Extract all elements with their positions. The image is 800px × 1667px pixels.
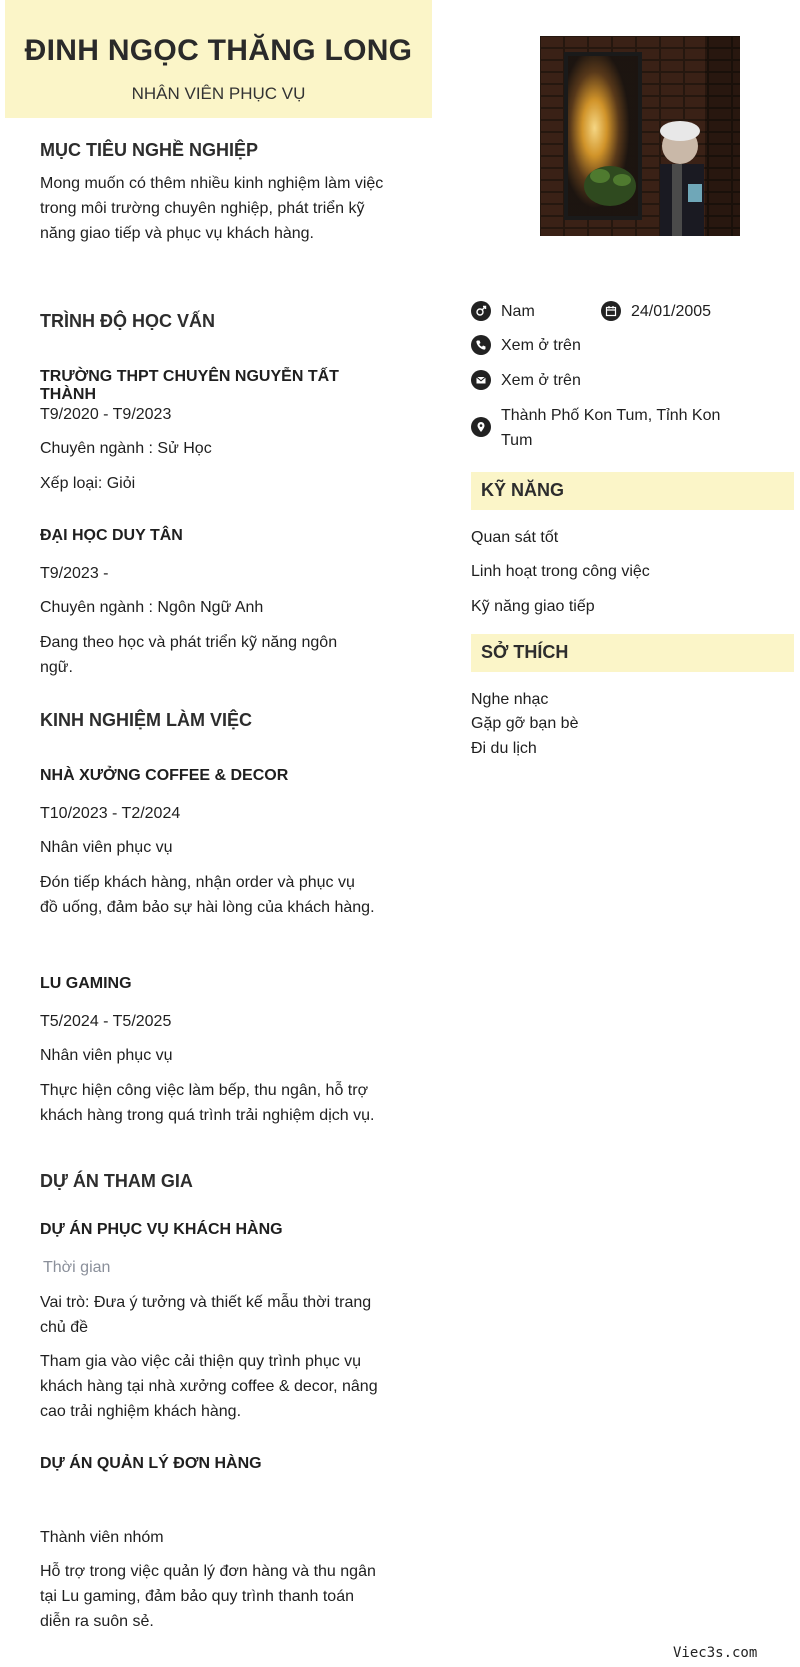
gender-row <box>471 299 535 324</box>
experience-period: T5/2024 - T5/2025 <box>40 1013 172 1030</box>
company-name: LU GAMING <box>40 975 132 992</box>
watermark: Viec3s.com <box>673 1645 758 1661</box>
project-description: Tham gia vào việc cải thiện quy trình phục vụ khách hàng tại nhà xưởng coffee & decor, nâng cao trải nghiệm khách hàng. <box>40 1353 378 1420</box>
location-icon <box>471 417 491 437</box>
gender-icon <box>471 301 491 321</box>
profile-photo-image <box>540 36 740 236</box>
education-major: Chuyên ngành : Ngôn Ngữ Anh <box>40 599 264 616</box>
phone-row <box>471 333 581 358</box>
job-title: NHÂN VIÊN PHỤC VỤ <box>131 84 306 103</box>
experience-description: Thực hiện công việc làm bếp, thu ngân, hỗ trợ khách hàng trong quá trình trải nghiệm dịch vụ. <box>40 1082 375 1124</box>
skill-item: Linh hoạt trong công việc <box>471 563 650 580</box>
name-header <box>5 0 432 118</box>
education-period: T9/2020 - T9/2023 <box>40 406 172 423</box>
project-role: Thành viên nhóm <box>40 1529 164 1546</box>
hobby-item: Gặp gỡ bạn bè <box>471 715 579 732</box>
education-grade: Xếp loại: Giỏi <box>40 475 136 492</box>
calendar-icon <box>601 301 621 321</box>
skill-item: Quan sát tốt <box>471 529 559 546</box>
education-period: T9/2023 - <box>40 565 109 582</box>
experience-item <box>40 975 395 1124</box>
education-item <box>40 368 395 492</box>
project-name: DỰ ÁN QUẢN LÝ ĐƠN HÀNG <box>40 1455 262 1472</box>
hobby-item: Nghe nhạc <box>471 691 549 708</box>
experience-title <box>40 710 395 731</box>
project-role: Vai trò: Đưa ý tưởng và thiết kế mẫu thời trang chủ đề <box>40 1294 372 1336</box>
phone-icon <box>471 335 491 355</box>
skills-header <box>471 472 794 510</box>
experience-description: Đón tiếp khách hàng, nhận order và phục vụ đồ uống, đảm bảo sự hài lòng của khách hàng. <box>40 874 375 916</box>
address-row <box>471 403 741 453</box>
skill-item: Kỹ năng giao tiếp <box>471 598 595 615</box>
email-icon <box>471 370 491 390</box>
section-title: DỰ ÁN THAM GIA <box>40 1171 193 1191</box>
objective-title: MỤC TIÊU NGHỀ NGHIỆP <box>40 140 259 160</box>
email-row <box>471 368 581 393</box>
full-name: ĐINH NGỌC THĂNG LONG <box>24 34 413 67</box>
projects-title <box>40 1171 395 1192</box>
project-item <box>40 1455 395 1630</box>
hobby-item: Đi du lịch <box>471 740 537 757</box>
school-name: TRƯỜNG THPT CHUYÊN NGUYỄN TẤT THÀNH <box>40 368 339 403</box>
project-name: DỰ ÁN PHỤC VỤ KHÁCH HÀNG <box>40 1221 283 1238</box>
experience-period: T10/2023 - T2/2024 <box>40 805 181 822</box>
birthday-row <box>601 299 711 324</box>
education-item <box>40 527 395 676</box>
birthday-value: 24/01/2005 <box>631 303 712 320</box>
phone-value: Xem ở trên <box>501 337 581 354</box>
hobbies-title: SỞ THÍCH <box>481 642 569 662</box>
hobbies-header <box>471 634 794 672</box>
project-period-placeholder[interactable]: Thời gian <box>43 1259 111 1276</box>
objective-section <box>40 140 395 246</box>
company-name: NHÀ XƯỞNG COFFEE & DECOR <box>40 767 289 784</box>
experience-role: Nhân viên phục vụ <box>40 839 173 856</box>
experience-role: Nhân viên phục vụ <box>40 1047 173 1064</box>
section-title: KINH NGHIỆM LÀM VIỆC <box>40 710 253 730</box>
section-title: TRÌNH ĐỘ HỌC VẤN <box>40 311 215 331</box>
profile-photo <box>540 36 740 236</box>
objective-text: Mong muốn có thêm nhiều kinh nghiệm làm việc trong môi trường chuyên nghiệp, phát triển kỹ năng giao tiếp và phục vụ khách hàng. <box>40 175 384 242</box>
education-major: Chuyên ngành : Sử Học <box>40 440 212 457</box>
education-title <box>40 311 395 332</box>
project-item <box>40 1221 395 1420</box>
address-value: Thành Phố Kon Tum, Tỉnh Kon Tum <box>501 407 721 449</box>
gender-value: Nam <box>501 303 535 320</box>
project-description: Hỗ trợ trong việc quản lý đơn hàng và thu ngân tại Lu gaming, đảm bảo quy trình thanh toán diễn ra suôn sẻ. <box>40 1563 376 1630</box>
experience-item <box>40 767 395 916</box>
skills-title: KỸ NĂNG <box>481 480 565 500</box>
email-value: Xem ở trên <box>501 372 581 389</box>
education-note: Đang theo học và phát triển kỹ năng ngôn ngữ. <box>40 634 338 676</box>
school-name: ĐẠI HỌC DUY TÂN <box>40 527 183 544</box>
